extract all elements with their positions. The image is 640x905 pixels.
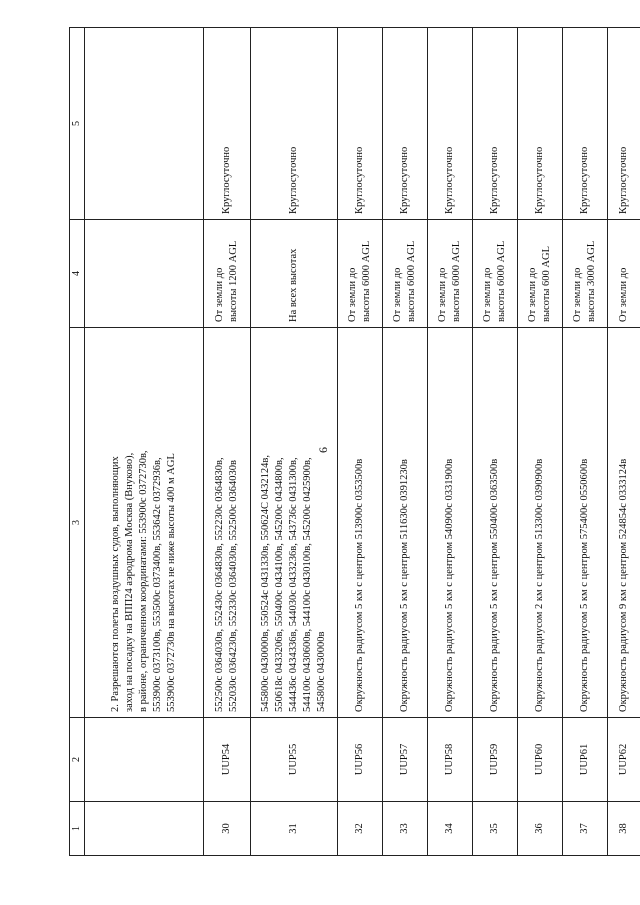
table-container [69, 28, 630, 856]
zone-boundary [563, 328, 608, 718]
zone-altitude-line: От земли до [618, 267, 630, 322]
zone-boundary [204, 328, 251, 718]
zone-boundary-line: 550618с 0433206в, 550400с 0434100в, 545200с 0434800в, [274, 457, 286, 712]
table-row [251, 28, 338, 856]
zone-boundary-line: Окружность радиусом 5 км с центром 511630с 0391230в [399, 459, 411, 712]
zone-code: UUP60 [518, 718, 563, 802]
zone-boundary-line: Окружность радиусом 5 км с центром 550400с 0363500в [489, 458, 501, 712]
zone-boundary-line: 545800с 0430000в, 550524с 0431330в, 550624С 0432124в, [260, 455, 272, 712]
zone-altitude-line: От земли до [347, 267, 359, 322]
zone-code: UUP57 [383, 718, 428, 802]
zone-boundary-line: 545800с 0430000в [315, 631, 327, 712]
table-row [338, 28, 383, 856]
zone-time: Круглосуточно [204, 28, 251, 220]
zone-altitude-line: высоты 3000 AGL [586, 240, 597, 322]
row-number: 31 [251, 802, 338, 856]
continuation-row [85, 28, 204, 856]
zone-time: Круглосуточно [563, 28, 608, 220]
zone-altitude-line: От земли до [214, 267, 226, 322]
column-number-3: 3 [70, 328, 85, 718]
table-row [608, 28, 640, 856]
row-number: 38 [608, 802, 640, 856]
row-number: 37 [563, 802, 608, 856]
zone-time: Круглосуточно [251, 28, 338, 220]
table-body [85, 28, 640, 856]
table-row [204, 28, 251, 856]
zone-altitude [428, 220, 473, 328]
column-number-header-row [70, 28, 85, 856]
table-row [383, 28, 428, 856]
zone-boundary-line: Окружность радиусом 5 км с центром 513900с 0353500в [354, 458, 366, 712]
zone-altitude-line: высоты 1200 AGL [228, 240, 239, 322]
zone-altitude [338, 220, 383, 328]
column-number-5: 5 [70, 28, 85, 220]
zone-time: Круглосуточно [608, 28, 640, 220]
zone-code: UUP55 [251, 718, 338, 802]
continuation-text-line: в районе, ограниченном координатами: 553900с 0372730в, [138, 450, 150, 712]
zone-code: UUP56 [338, 718, 383, 802]
cell-empty [85, 802, 204, 856]
cell-empty [85, 28, 204, 220]
zone-boundary [608, 328, 640, 718]
zone-code: UUP59 [473, 718, 518, 802]
zone-boundary-line: 552030с 0364230в, 552330с 0364030в, 552500с 0364030в [228, 460, 239, 712]
zone-code: UUP61 [563, 718, 608, 802]
zone-boundary-line: 544100с 0430600в, 544100с 0430100в, 545200с 0425900в, [301, 457, 313, 712]
zone-code: UUP54 [204, 718, 251, 802]
table-row [473, 28, 518, 856]
zone-boundary-line: Окружность радиусом 5 км с центром 540900с 0331900в [444, 458, 456, 712]
zone-time: Круглосуточно [473, 28, 518, 220]
zone-altitude-line: высоты 6000 AGL [406, 240, 417, 322]
zone-time: Круглосуточно [518, 28, 563, 220]
column-number-2: 2 [70, 718, 85, 802]
zone-boundary-line: 544436с 0434336в, 544030с 0433236в, 543736с 0431300в, [288, 457, 300, 712]
zone-altitude [204, 220, 251, 328]
zone-altitude-line: высоты 6000 AGL [361, 240, 372, 322]
zone-altitude-line: высоты 6000 AGL [496, 240, 507, 322]
continuation-text-cell [85, 328, 204, 718]
zone-altitude [251, 220, 338, 328]
zone-altitude [518, 220, 563, 328]
row-number: 35 [473, 802, 518, 856]
zone-time: Круглосуточно [338, 28, 383, 220]
continuation-text-line: 553900с 0372730в на высотах не ниже высоты 400 м AGL [165, 453, 177, 712]
zone-altitude-line: От земли до [482, 267, 494, 322]
cell-empty [85, 220, 204, 328]
zone-altitude-line: высоты 600 AGL [541, 245, 552, 322]
zone-boundary [251, 328, 338, 718]
zone-boundary-line: Окружность радиусом 5 км с центром 575400с 0550600в [579, 458, 591, 712]
zone-boundary-line: Окружность радиусом 2 км с центром 513300с 0390900в [534, 458, 546, 712]
zone-altitude-line: От земли до [392, 267, 404, 322]
zone-time: Круглосуточно [428, 28, 473, 220]
zone-code: UUP58 [428, 718, 473, 802]
column-number-4: 4 [70, 220, 85, 328]
row-number: 36 [518, 802, 563, 856]
zone-altitude-line: высоты 6000 AGL [451, 240, 462, 322]
zone-altitude-line: На всех высотах [288, 248, 300, 322]
table-row [518, 28, 563, 856]
zone-altitude [563, 220, 608, 328]
column-number-1: 1 [70, 802, 85, 856]
zone-boundary [428, 328, 473, 718]
page-number: 6 [316, 447, 330, 453]
table-row [428, 28, 473, 856]
zone-boundary-line: Окружность радиусом 9 км с центром 524854с 0333124в [618, 458, 630, 712]
row-number: 34 [428, 802, 473, 856]
zone-boundary-line: 552500с 0364030в, 552430с 0364830в, 552230с 0364830в, [214, 457, 226, 712]
zone-altitude-line: От земли до [437, 267, 449, 322]
zone-altitude-line: От земли до [527, 267, 539, 322]
table-row [563, 28, 608, 856]
airspace-zones-table [69, 27, 640, 856]
continuation-text-line: 2. Разрешаются полеты воздушных судов, выполняющих [110, 456, 122, 712]
zone-code: UUP62 [608, 718, 640, 802]
continuation-text-line: 553900с 0373100в, 553500с 0373400в, 553642с 0372936в, [151, 457, 163, 712]
zone-boundary [338, 328, 383, 718]
row-number: 30 [204, 802, 251, 856]
continuation-text-line: заход на посадку на ВПП24 аэродрома Москва (Внуково), [124, 452, 136, 712]
zone-boundary [518, 328, 563, 718]
zone-time: Круглосуточно [383, 28, 428, 220]
cell-empty [85, 718, 204, 802]
zone-altitude [383, 220, 428, 328]
row-number: 33 [383, 802, 428, 856]
row-number: 32 [338, 802, 383, 856]
zone-boundary [473, 328, 518, 718]
zone-altitude [608, 220, 640, 328]
zone-altitude-line: От земли до [572, 267, 584, 322]
zone-altitude [473, 220, 518, 328]
zone-boundary [383, 328, 428, 718]
